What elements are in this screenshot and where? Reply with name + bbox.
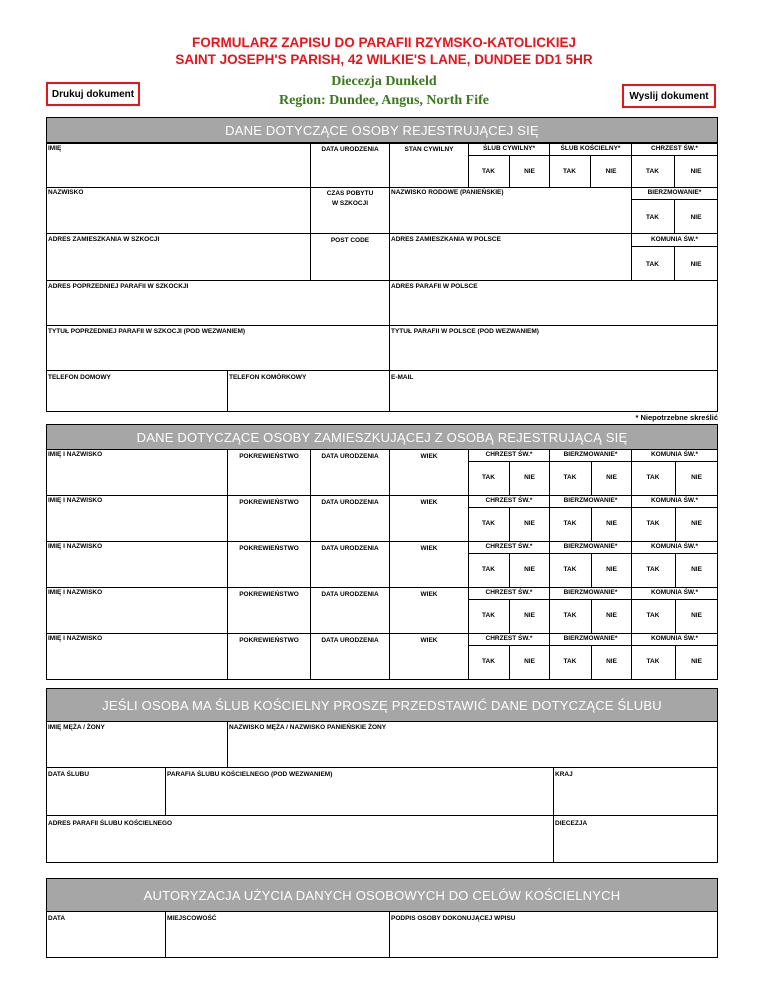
first-name-label: IMIĘ: [48, 145, 62, 152]
household-communion-yes[interactable]: TAK: [646, 520, 660, 527]
household-baptism-yes[interactable]: TAK: [482, 566, 495, 573]
maiden-name-label: NAZWISKO RODOWE (PANIEŃSKIE): [391, 189, 504, 196]
wedding-date-label: DATA ŚLUBU: [48, 771, 90, 778]
previous-parish-address-label: ADRES POPRZEDNIEJ PARAFII W SZKOCKJI: [48, 283, 189, 290]
household-communion-yes[interactable]: TAK: [646, 474, 660, 481]
poland-parish-address-label: ADRES PARAFII W POLSCE: [391, 283, 478, 290]
household-communion-yes[interactable]: TAK: [646, 612, 660, 619]
baptism-label: CHRZEST ŚW.*: [651, 145, 698, 152]
spouse-surname-label: NAZWISKO MĘŻA / NAZWISKO PANIEŃSKIE ŻONY: [229, 724, 387, 731]
household-relation-label: POKREWIEŃSTWO: [239, 591, 299, 598]
household-confirmation-no[interactable]: NIE: [606, 566, 617, 573]
wedding-country-field[interactable]: [553, 767, 718, 816]
household-baptism-no[interactable]: NIE: [524, 658, 535, 665]
civil-marriage-label: ŚLUB CYWILNY*: [483, 145, 535, 152]
household-communion-label: KOMUNIA ŚW.*: [650, 589, 699, 596]
marital-status-label: STAN CYWILNY: [404, 146, 454, 153]
household-baptism-no[interactable]: NIE: [524, 474, 535, 481]
diocese-name: Diecezja Dunkeld: [331, 74, 437, 89]
diocese-region: Region: Dundee, Angus, North Fife: [278, 93, 489, 108]
spouse-first-name-label: IMIĘ MĘŻA / ŻONY: [48, 724, 105, 731]
household-confirmation-yes[interactable]: TAK: [563, 520, 577, 527]
household-confirmation-yes[interactable]: TAK: [563, 474, 577, 481]
household-baptism-label: CHRZEST ŚW.*: [485, 543, 533, 550]
residence-time-label-2: W SZKOCJI: [331, 200, 369, 207]
household-confirmation-label: BIERZMOWANIE*: [563, 543, 618, 550]
section-marriage-header: JEŚLI OSOBA MA ŚLUB KOŚCIELNY PROSZĘ PRZEDSTAWIĆ DANE DOTYCZĄCE ŚLUBU: [46, 688, 718, 722]
household-birthdate-label: DATA URODZENIA: [321, 499, 379, 506]
household-baptism-yes[interactable]: TAK: [482, 612, 495, 619]
household-communion-label: KOMUNIA ŚW.*: [650, 635, 699, 642]
baptism-yes[interactable]: TAK: [646, 168, 659, 175]
household-communion-label: KOMUNIA ŚW.*: [650, 543, 699, 550]
household-baptism-no[interactable]: NIE: [524, 566, 535, 573]
household-communion-yes[interactable]: TAK: [646, 566, 660, 573]
parish-address: SAINT JOSEPH'S PARISH, 42 WILKIE'S LANE, DUNDEE DD1 5HR: [175, 52, 593, 67]
scotland-address-label: ADRES ZAMIESZKANIA W SZKOCJI: [48, 236, 160, 243]
section-household-header: DANE DOTYCZĄCE OSOBY ZAMIESZKUJĄCEJ Z OSOBĄ REJESTRUJĄCĄ SIĘ: [46, 424, 718, 450]
email-label: E-MAIL: [391, 374, 414, 381]
communion-no[interactable]: NIE: [690, 261, 702, 268]
household-confirmation-label: BIERZMOWANIE*: [563, 497, 618, 504]
communion-yes[interactable]: TAK: [646, 261, 659, 268]
civil-marriage-yes[interactable]: TAK: [482, 168, 495, 175]
wedding-parish-address-label: ADRES PARAFII ŚLUBU KOŚCIELNEGO: [48, 820, 173, 827]
household-baptism-no[interactable]: NIE: [524, 520, 535, 527]
household-baptism-label: CHRZEST ŚW.*: [485, 451, 533, 458]
church-marriage-yes[interactable]: TAK: [563, 168, 576, 175]
household-name-label: IMIĘ I NAZWISKO: [48, 451, 103, 458]
first-name-field[interactable]: [46, 143, 311, 188]
household-relation-label: POKREWIEŃSTWO: [239, 637, 299, 644]
mobile-phone-label: TELEFON KOMÓRKOWY: [229, 374, 307, 381]
household-confirmation-label: BIERZMOWANIE*: [563, 635, 618, 642]
household-baptism-yes[interactable]: TAK: [482, 658, 495, 665]
confirmation-yes[interactable]: TAK: [646, 214, 659, 221]
household-communion-no[interactable]: NIE: [691, 474, 702, 481]
section-authorization-header: AUTORYZACJA UŻYCIA DANYCH OSOBOWYCH DO CELÓW KOŚCIELNYCH: [46, 878, 718, 912]
household-name-label: IMIĘ I NAZWISKO: [48, 543, 103, 550]
household-baptism-yes[interactable]: TAK: [482, 520, 495, 527]
household-confirmation-yes[interactable]: TAK: [563, 566, 577, 573]
form-title: FORMULARZ ZAPISU DO PARAFII RZYMSKO-KATOLICKIEJ: [192, 35, 576, 50]
household-confirmation-no[interactable]: NIE: [606, 474, 617, 481]
church-marriage-no[interactable]: NIE: [605, 168, 617, 175]
birth-date-label: DATA URODZENIA: [321, 146, 379, 153]
previous-parish-title-label: TYTUŁ POPRZEDNIEJ PARAFII W SZKOCJI (POD WEZWANIEM): [48, 328, 246, 335]
household-birthdate-label: DATA URODZENIA: [321, 453, 379, 460]
email-field[interactable]: [389, 370, 718, 412]
household-relation-label: POKREWIEŃSTWO: [239, 453, 299, 460]
household-confirmation-yes[interactable]: TAK: [563, 612, 577, 619]
household-relation-label: POKREWIEŃSTWO: [239, 499, 299, 506]
auth-signature-label: PODPIS OSOBY DOKONUJĄCEJ WPISU: [391, 915, 516, 922]
household-birthdate-label: DATA URODZENIA: [321, 545, 379, 552]
household-name-label: IMIĘ I NAZWISKO: [48, 635, 103, 642]
send-button[interactable]: Wyslij dokument: [622, 84, 716, 108]
postcode-label: POST CODE: [330, 237, 370, 244]
church-marriage-label: ŚLUB KOŚCIELNY*: [560, 145, 621, 152]
communion-label: KOMUNIA ŚW.*: [650, 236, 699, 243]
household-confirmation-yes[interactable]: TAK: [563, 658, 577, 665]
household-birthdate-label: DATA URODZENIA: [321, 637, 379, 644]
print-button[interactable]: Drukuj dokument: [46, 82, 140, 106]
household-baptism-label: CHRZEST ŚW.*: [485, 635, 533, 642]
household-age-label: WIEK: [420, 591, 438, 598]
household-communion-no[interactable]: NIE: [691, 658, 702, 665]
wedding-country-label: KRAJ: [555, 771, 573, 778]
confirmation-label: BIERZMOWANIE*: [647, 189, 702, 196]
household-communion-no[interactable]: NIE: [691, 520, 702, 527]
section-registrant-header: DANE DOTYCZĄCE OSOBY REJESTRUJĄCEJ SIĘ: [46, 117, 718, 143]
household-age-label: WIEK: [420, 453, 438, 460]
surname-field[interactable]: [46, 187, 311, 234]
home-phone-label: TELEFON DOMOWY: [48, 374, 111, 381]
household-confirmation-no[interactable]: NIE: [606, 658, 617, 665]
surname-label: NAZWISKO: [48, 189, 84, 196]
footnote: * Niepotrzebne skreślić: [635, 413, 718, 422]
confirmation-no[interactable]: NIE: [690, 214, 702, 221]
household-communion-no[interactable]: NIE: [691, 566, 702, 573]
household-baptism-label: CHRZEST ŚW.*: [485, 589, 533, 596]
household-baptism-label: CHRZEST ŚW.*: [485, 497, 533, 504]
household-confirmation-no[interactable]: NIE: [606, 520, 617, 527]
baptism-no[interactable]: NIE: [690, 168, 702, 175]
household-birthdate-label: DATA URODZENIA: [321, 591, 379, 598]
auth-place-label: MIEJSCOWOŚĆ: [167, 915, 217, 922]
household-communion-label: KOMUNIA ŚW.*: [650, 451, 699, 458]
wedding-parish-label: PARAFIA ŚLUBU KOŚCIELNEGO (POD WEZWANIEM): [167, 771, 333, 778]
household-baptism-yes[interactable]: TAK: [482, 474, 495, 481]
poland-address-label: ADRES ZAMIESZKANIA W POLSCE: [391, 236, 501, 243]
household-confirmation-no[interactable]: NIE: [606, 612, 617, 619]
household-baptism-no[interactable]: NIE: [524, 612, 535, 619]
household-age-label: WIEK: [420, 499, 438, 506]
wedding-diocese-label: DIECEZJA: [555, 820, 588, 827]
household-communion-no[interactable]: NIE: [691, 612, 702, 619]
household-confirmation-label: BIERZMOWANIE*: [563, 451, 618, 458]
poland-parish-title-label: TYTUŁ PARAFII W POLSCE (POD WEZWANIEM): [391, 328, 539, 335]
residence-time-label: CZAS POBYTU: [326, 190, 374, 197]
household-age-label: WIEK: [420, 637, 438, 644]
household-relation-label: POKREWIEŃSTWO: [239, 545, 299, 552]
household-age-label: WIEK: [420, 545, 438, 552]
auth-date-label: DATA: [48, 915, 66, 922]
household-name-label: IMIĘ I NAZWISKO: [48, 497, 103, 504]
household-name-label: IMIĘ I NAZWISKO: [48, 589, 103, 596]
household-communion-label: KOMUNIA ŚW.*: [650, 497, 699, 504]
household-communion-yes[interactable]: TAK: [646, 658, 660, 665]
civil-marriage-no[interactable]: NIE: [524, 168, 535, 175]
household-confirmation-label: BIERZMOWANIE*: [563, 589, 618, 596]
